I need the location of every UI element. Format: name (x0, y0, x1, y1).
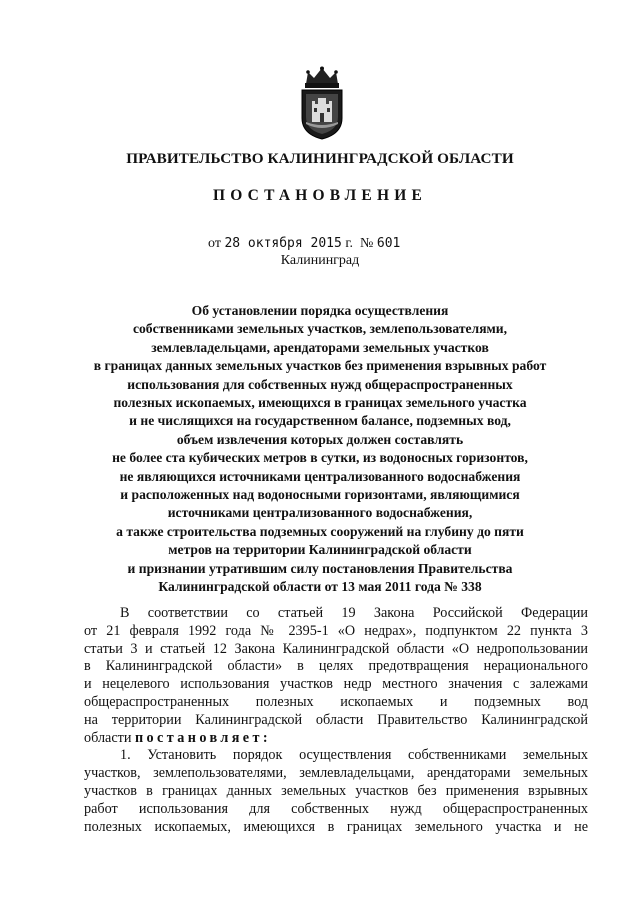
title-line: в границах данных земельных участков без применения взрывных работ (93, 358, 547, 374)
title-line: объем извлечения которых должен составлять (176, 431, 464, 447)
preamble-line: от 21 февраля 1992 года № 2395-1 «О недрах», подпунктом 22 пункта 3 (84, 622, 588, 639)
title-line: не более ста кубических метров в сутки, из водоносных горизонтов, (112, 450, 528, 466)
government-name: ПРАВИТЕЛЬСТВО КАЛИНИНГРАДСКОЙ ОБЛАСТИ (126, 150, 514, 167)
item-1-line: полезных ископаемых, имеющихся в границах земельного участка и не (84, 818, 588, 835)
title-line: и не числящихся на государственном балансе, подземных вод, (129, 413, 511, 429)
preamble-line: В соответствии со статьей 19 Закона Российской Федерации (120, 605, 588, 621)
title-line: и расположенных над водоносными горизонтами, являющимися (120, 487, 520, 503)
preamble-line: в Калининградской области» в целях предотвращения нерационального (84, 658, 588, 675)
preamble-line: и нецелевого использования участков недр местного значения с залежами (84, 676, 588, 693)
year-suffix: г. (345, 236, 354, 251)
preamble-line: общераспространенных полезных ископаемых и подземных вод (84, 693, 588, 710)
preamble-line: статьи 3 и статьей 12 Закона Калининградской области «О недропользовании (84, 640, 588, 657)
title-line: Об установлении порядка осуществления (191, 303, 449, 318)
title-line: источниками централизованного водоснабжения, (167, 505, 473, 521)
title-line: полезных ископаемых, имеющихся в границах земельного участка (113, 395, 527, 411)
title-line: использования для собственных нужд общераспространенных (127, 376, 513, 392)
item-1-line: 1. Установить порядок осуществления собственниками земельных (120, 747, 588, 764)
item-1-line: работ использования для собственных нужд общераспространенных (84, 800, 588, 817)
preamble-final-line (84, 730, 588, 748)
coat-of-arms-emblem (298, 66, 346, 140)
date-prefix: от (208, 236, 221, 251)
title-line: собственниками земельных участков, землепользователями, (132, 321, 508, 337)
number-sign: № (360, 236, 374, 251)
document-type: ПОСТАНОВЛЕНИЕ (212, 187, 428, 204)
title-line: метров на территории Калининградской области (168, 542, 472, 558)
decree-body (84, 605, 588, 836)
preamble-end: области (84, 729, 132, 746)
item-1-line: участков, землепользователями, землевладельцами, арендаторами земельных (84, 765, 588, 782)
title-line: землевладельцами, арендаторами земельных участков (151, 339, 489, 355)
preamble-line: на территории Калининградской области Правительство Калининградской (84, 711, 588, 728)
title-line: Калининградской области от 13 мая 2011 года № 338 (158, 579, 482, 595)
title-line: а также строительства подземных сооружений на глубину до пяти (116, 523, 524, 539)
resolves-keyword: постановляет: (134, 729, 272, 746)
decree-number: 601 (376, 236, 401, 251)
date-number-line (208, 236, 400, 252)
item-1-line: участков в границах данных земельных участков без применения взрывных (84, 782, 588, 799)
city-name: Калининград (280, 253, 360, 268)
decree-date: 28 октября 2015 (224, 236, 342, 251)
decree-title (60, 302, 580, 597)
title-line: не являющихся источниками централизованного водоснабжения (119, 468, 521, 484)
title-line: и признании утратившим силу постановления Правительства (127, 560, 513, 576)
